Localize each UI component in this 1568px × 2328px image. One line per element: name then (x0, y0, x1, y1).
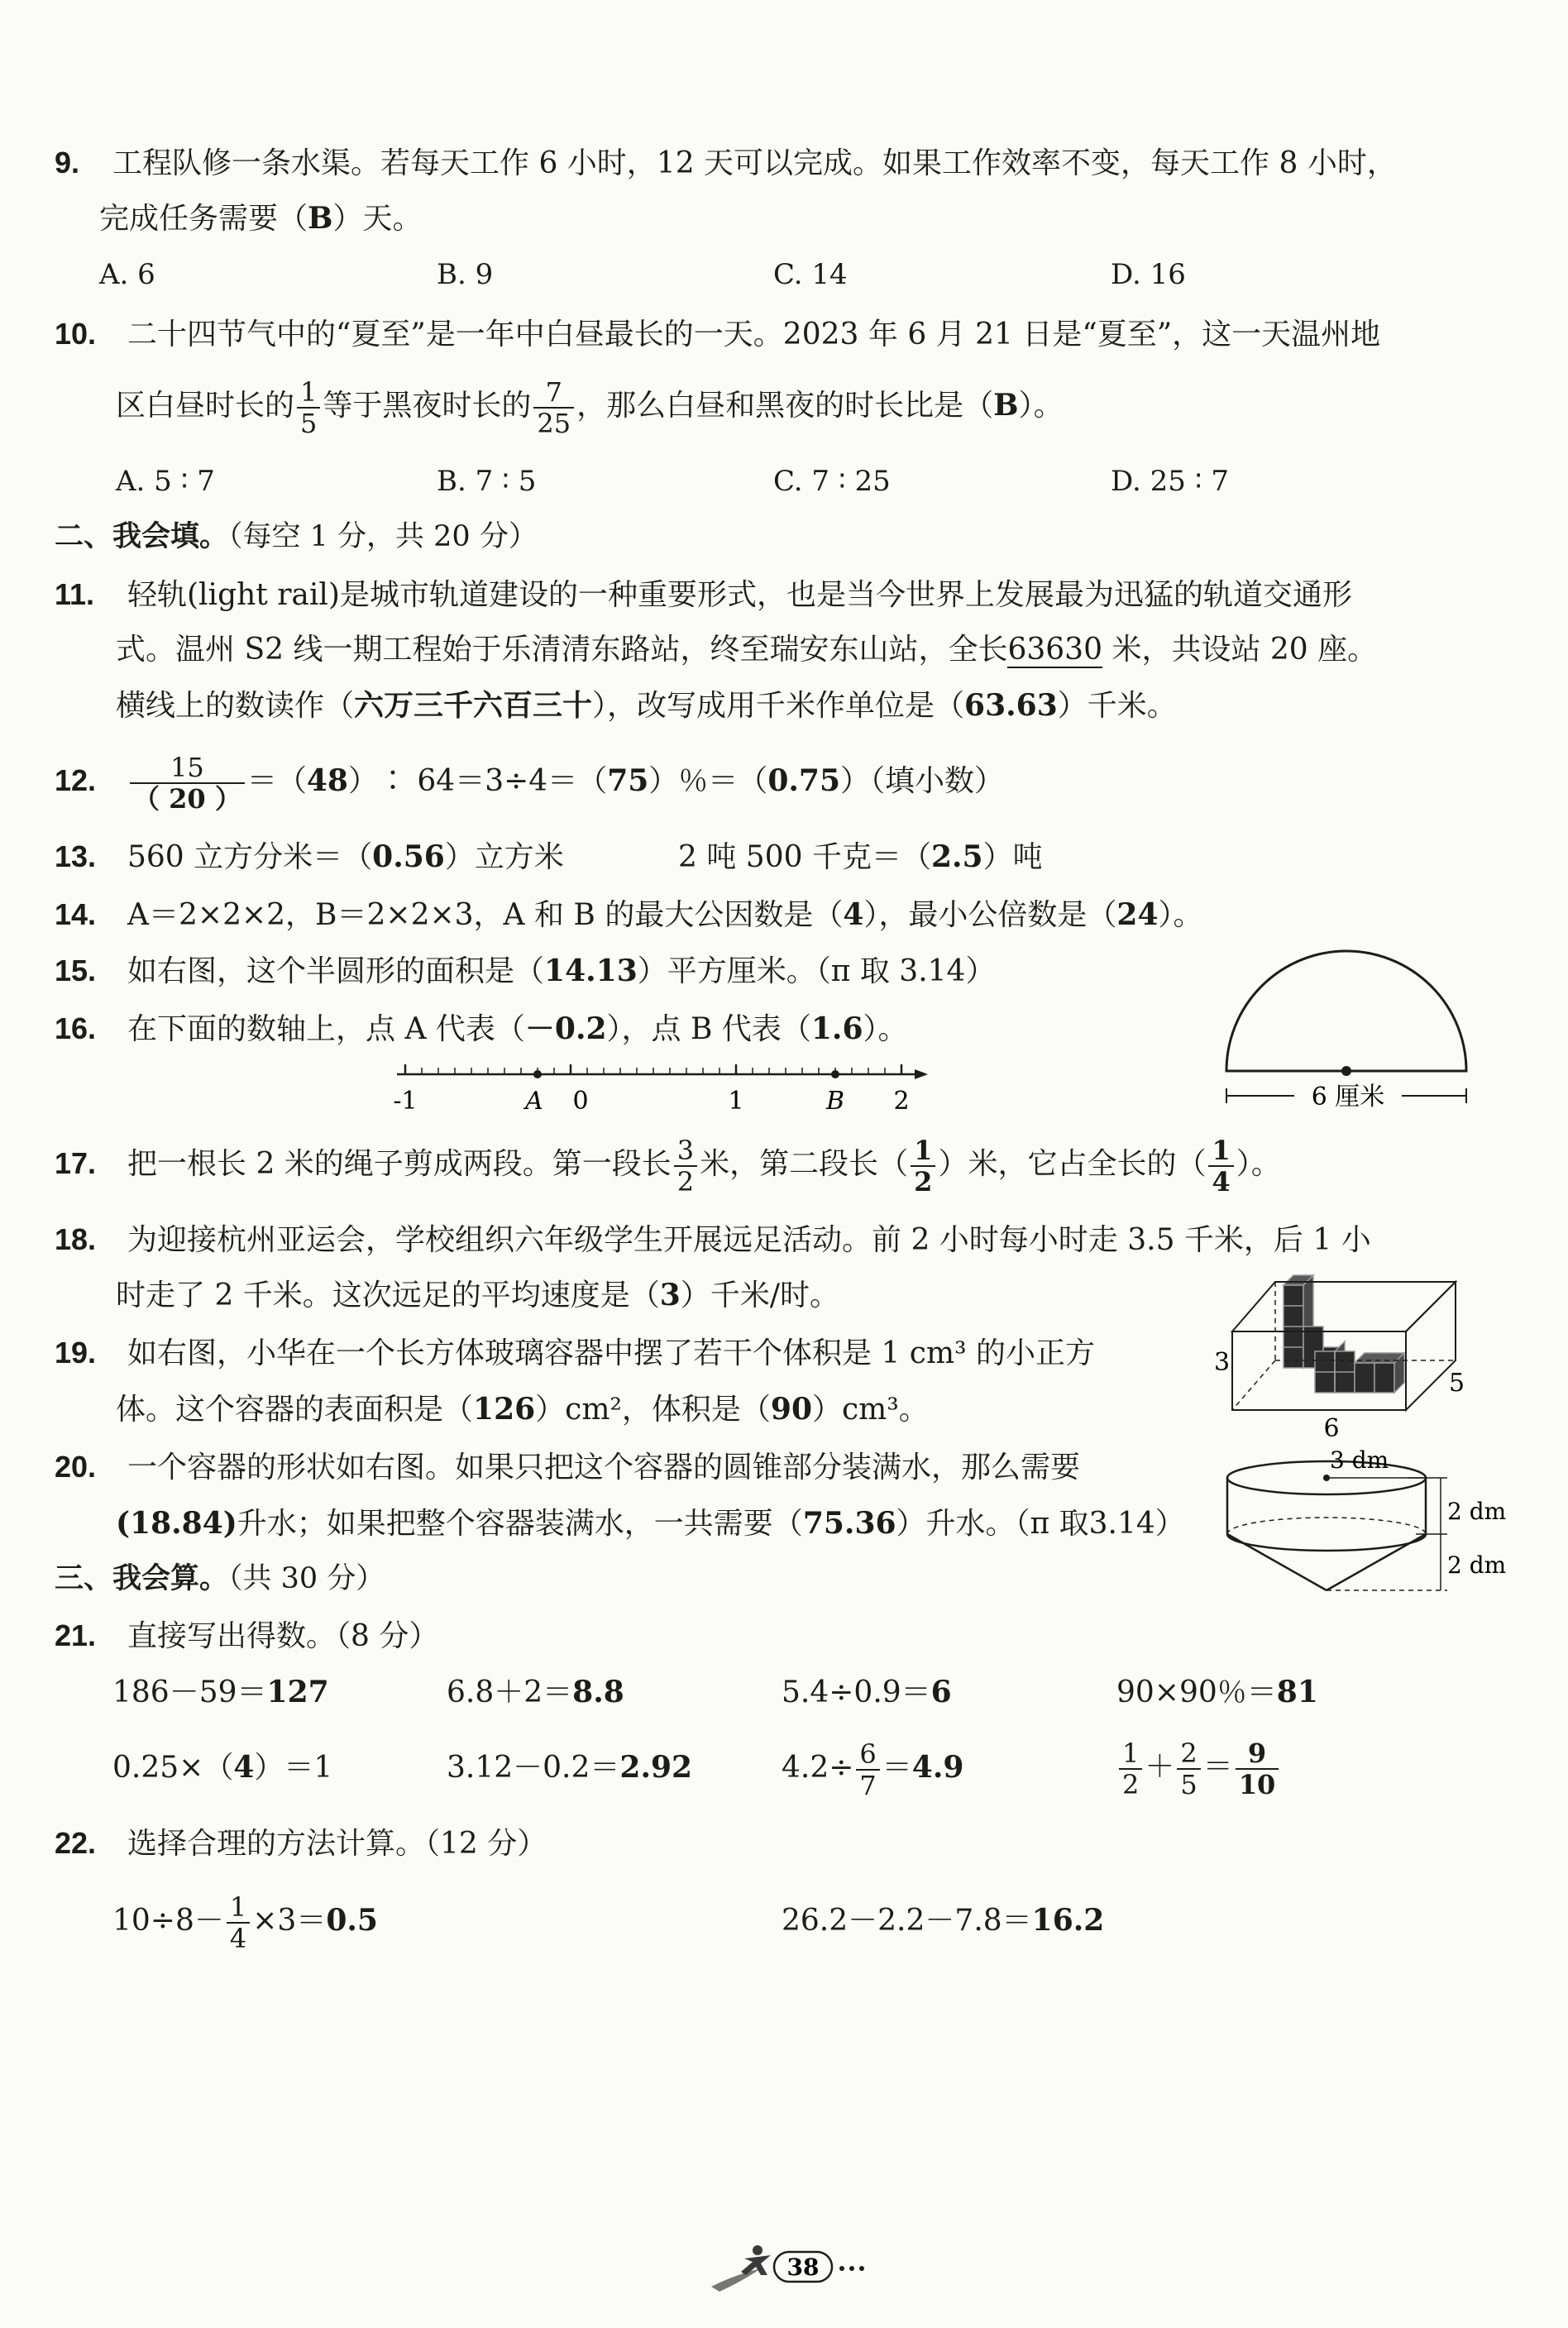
q17-number: 17. (55, 1146, 97, 1180)
expr: 5.4÷0.9＝ (782, 1675, 931, 1709)
q17-text2: 米，第二段长（ (700, 1147, 909, 1181)
frac-den: （ 20 ） (133, 783, 241, 815)
q9-line1 (55, 143, 1397, 184)
q20-number: 20. (55, 1450, 97, 1484)
q19-number: 19. (55, 1336, 97, 1370)
q16-line (55, 1009, 908, 1049)
expr: 26.2－2.2－7.8＝ (782, 1904, 1032, 1938)
cuboid-height-label: 3 (1214, 1348, 1231, 1377)
frac-num: 6 (856, 1739, 879, 1771)
axis-label-2: 2 (893, 1087, 910, 1116)
frac-num: 9 (1236, 1738, 1279, 1770)
number-line (389, 1054, 935, 1116)
expr: 10÷8－ (112, 1904, 224, 1938)
axis-label-0: 0 (572, 1087, 589, 1116)
q21-title: 直接写出得数。（8 分） (127, 1619, 439, 1653)
q21-answer-fraction (1236, 1738, 1279, 1800)
q12-answer-1: 48 (306, 763, 348, 798)
cone-height-label: 2 dm (1447, 1551, 1507, 1579)
frac-num: 1 (1208, 1135, 1233, 1167)
top-center-dot (1323, 1475, 1330, 1481)
section-2-title: 二、我会填。 (55, 520, 229, 553)
q15-number: 15. (55, 954, 97, 987)
q21-r1c1 (112, 1672, 329, 1713)
q18-text2: 时走了 2 千米。这次远足的平均速度是（ (116, 1279, 660, 1312)
q22-answer-2: 16.2 (1031, 1903, 1105, 1938)
expr: ＋ (1145, 1750, 1175, 1784)
q18-line1 (55, 1220, 1371, 1260)
axis-label-minus-1: -1 (393, 1087, 418, 1116)
q21-answer: 2.92 (619, 1750, 693, 1785)
q11-text1: 轻轨(light rail)是城市轨道建设的一种重要形式，也是当今世界上发展最为迅猛的轨道交通形 (127, 578, 1352, 612)
axis-label-1: 1 (728, 1087, 744, 1116)
page-number: 38 (786, 2254, 820, 2281)
point-a-dot (533, 1070, 542, 1078)
section-3-heading (55, 1559, 385, 1599)
cuboid-width-label: 5 (1449, 1369, 1465, 1398)
q9-option-b: B. 9 (437, 258, 494, 291)
q12-text1: ＝（ (246, 764, 307, 798)
q11-answer-reading: 六万三千六百三十 (354, 688, 593, 723)
q21-answer: 127 (266, 1675, 329, 1709)
frac-num: 1 (911, 1135, 935, 1167)
q12-number: 12. (55, 763, 97, 797)
cylinder-bottom-hidden-arc (1227, 1518, 1426, 1534)
q21-r2c4 (1116, 1733, 1281, 1802)
q16-text3: ）。 (863, 1012, 908, 1046)
section-2-subtitle: （每空 1 分，共 20 分） (228, 520, 538, 553)
q13-answer-2: 2.5 (930, 839, 983, 874)
q20-text3: ）升水。（π 取3.14） (896, 1507, 1185, 1541)
semicircle-figure (1216, 951, 1480, 1116)
q20-line2 (116, 1503, 1185, 1544)
q12-answer-3: 0.75 (767, 763, 840, 798)
q14-text3: ）。 (1158, 898, 1203, 932)
q20-answer-total: 75.36 (802, 1506, 896, 1541)
q22-number: 22. (55, 1826, 97, 1860)
q18-number: 18. (55, 1222, 97, 1256)
expr: 0.25×（ (112, 1751, 234, 1785)
q18-line2 (116, 1275, 839, 1316)
cylinder-cone-figure (1224, 1443, 1507, 1600)
cube-front-4 (1374, 1363, 1394, 1393)
q16-answer-a: －0.2 (524, 1011, 607, 1046)
q21-r1c4 (1116, 1672, 1318, 1713)
q9-answer: B (308, 201, 333, 236)
q10-answer: B (993, 388, 1019, 423)
cone-left-edge (1227, 1534, 1327, 1590)
fraction-1-4 (227, 1892, 250, 1953)
q12-answer-2: 75 (607, 763, 649, 798)
q11-underlined-number: 63630 (1007, 633, 1102, 667)
q9-text2: 完成任务需要（ (99, 202, 308, 236)
q21-number: 21. (55, 1618, 97, 1652)
frac-den: 2 (914, 1166, 933, 1197)
q15-answer: 14.13 (544, 954, 638, 988)
q14-text1: A＝2×2×2，B＝2×2×3，A 和 B 的最大公因数是（ (127, 898, 844, 932)
fraction-1-2 (1119, 1738, 1142, 1800)
cuboid-top-face (1232, 1282, 1456, 1331)
q11-number: 11. (55, 577, 95, 611)
q19-line2 (116, 1389, 929, 1430)
q9-number: 9. (55, 146, 80, 179)
page-footer (703, 2237, 901, 2303)
point-b-dot (831, 1070, 839, 1078)
q14-text2: ），最小公倍数是（ (863, 898, 1117, 932)
frac-den: 2 (1122, 1769, 1140, 1800)
point-a-label: A (525, 1087, 543, 1116)
q11-line3 (116, 686, 1177, 726)
q10-line1 (55, 314, 1380, 355)
q9-option-c: C. 14 (773, 258, 848, 291)
radius-label: 3 dm (1330, 1446, 1389, 1474)
semicircle-diameter-label: 6 厘米 (1311, 1083, 1385, 1111)
cone-right-edge (1327, 1534, 1426, 1590)
q21-answer: 4 (233, 1750, 255, 1785)
q9-line2 (99, 198, 422, 239)
q21-heading (55, 1616, 438, 1656)
q10-number: 10. (55, 317, 97, 351)
q19-text1: 如右图，小华在一个长方体玻璃容器中摆了若干个体积是 1 cm³ 的小正方 (127, 1336, 1095, 1370)
q17-text1: 把一根长 2 米的绳子剪成两段。第一段长 (127, 1147, 672, 1181)
cylinder-bottom-arc (1227, 1534, 1426, 1551)
q10-line2 (116, 370, 1064, 441)
q9-text1: 工程队修一条水渠。若每天工作 6 小时，12 天可以完成。如果工作效率不变，每天工作 8 小时， (112, 146, 1397, 180)
frac-num: 7 (533, 377, 574, 409)
q19-text4: ）cm³。 (812, 1393, 929, 1427)
expr: 4.2÷ (782, 1751, 854, 1785)
q17-text3: ）米，它占全长的（ (938, 1147, 1207, 1181)
q16-text1: 在下面的数轴上，点 A 代表（ (127, 1012, 525, 1046)
q10-option-d: D. 25 ∶ 7 (1111, 465, 1230, 498)
q11-text5: ），改写成用千米作单位是（ (592, 689, 965, 723)
q11-text2: 式。温州 S2 线一期工程始于乐清清东路站，终至瑞安东山站，全长 (116, 633, 1008, 667)
q20-answer-cone: (18.84) (116, 1506, 237, 1541)
frac-num: 1 (297, 377, 320, 409)
q18-text3: ）千米/时。 (680, 1279, 839, 1312)
point-b-label: B (825, 1087, 845, 1116)
q10-text3: 等于黑夜时长的 (323, 389, 532, 423)
section-3-title: 三、我会算。 (55, 1562, 229, 1595)
q17-line (55, 1129, 1281, 1199)
q13-number: 13. (55, 839, 97, 873)
fraction-6-7 (856, 1739, 879, 1800)
hidden-edge-depth (1232, 1360, 1275, 1410)
q15-text2: ）平方厘米。（π 取 3.14） (637, 954, 996, 988)
q14-line (55, 895, 1203, 935)
q10-text4: ，那么白昼和黑夜的时长比是（ (576, 389, 994, 423)
q21-r2c3 (782, 1733, 963, 1803)
q16-text2: ），点 B 代表（ (606, 1012, 811, 1046)
q19-line1 (55, 1333, 1095, 1374)
expr: 186－59＝ (112, 1675, 267, 1709)
expr: ＝ (1202, 1750, 1233, 1784)
q11-text4: 横线上的数读作（ (116, 689, 355, 723)
q11-text6: ）千米。 (1057, 689, 1177, 723)
cube-front-3 (1355, 1363, 1374, 1393)
expr: 3.12－0.2＝ (447, 1751, 620, 1785)
q22-expr2 (782, 1886, 1104, 1956)
q15-line (55, 951, 995, 992)
q10-text2: 区白昼时长的 (116, 389, 295, 423)
q21-r2c2 (447, 1733, 692, 1803)
q16-answer-b: 1.6 (810, 1011, 863, 1046)
cylinder-height-label: 2 dm (1447, 1498, 1507, 1525)
q20-text2: 升水；如果把整个容器装满水，一共需要（ (237, 1507, 803, 1541)
q19-answer-volume: 90 (770, 1392, 813, 1427)
frac-num: 1 (1119, 1738, 1142, 1770)
q11-text3: 米，共设站 20 座。 (1102, 633, 1378, 667)
q22-answer-1: 0.5 (326, 1903, 378, 1938)
frac-den: 10 (1238, 1769, 1276, 1800)
frac-den: 25 (537, 408, 571, 439)
q17-answer-1 (911, 1135, 935, 1197)
frac-den: 4 (229, 1923, 247, 1954)
frac-den: 2 (676, 1166, 695, 1197)
q10-text5: ）。 (1018, 389, 1064, 423)
q20-text1: 一个容器的形状如右图。如果只把这个容器的圆锥部分装满水，那么需要 (127, 1451, 1081, 1484)
q19-answer-area: 126 (473, 1392, 536, 1427)
q11-line1 (55, 575, 1352, 615)
q9-text3: ）天。 (332, 202, 423, 236)
cuboid-side-face (1406, 1282, 1456, 1410)
q14-answer-2: 24 (1116, 897, 1159, 932)
q18-text1: 为迎接杭州亚运会，学校组织六年级学生开展远足活动。前 2 小时每小时走 3.5 千米，后 1 小 (127, 1223, 1371, 1257)
q16-number: 16. (55, 1011, 97, 1045)
footer-dot (859, 2266, 864, 2271)
q14-answer-1: 4 (843, 897, 864, 932)
q13-answer-1: 0.56 (372, 839, 445, 874)
q12-text2: ）∶ 64＝3÷4＝（ (347, 764, 608, 798)
q22-heading (55, 1824, 547, 1864)
frac-den: 4 (1212, 1166, 1231, 1197)
q12-fraction (130, 753, 245, 814)
expr: ＝ (882, 1751, 912, 1785)
q18-answer: 3 (659, 1278, 681, 1312)
q21-r2c1 (112, 1733, 332, 1803)
q12-text3: ）％＝（ (648, 764, 768, 798)
q10-fraction-1-5 (297, 377, 320, 438)
q11-line2 (116, 630, 1377, 670)
q21-answer: 6 (930, 1675, 952, 1709)
q13-line-b (678, 837, 1043, 877)
q10-option-a: A. 5 ∶ 7 (116, 465, 215, 498)
expr: ×3＝ (252, 1904, 327, 1938)
semicircle-center-dot (1341, 1066, 1351, 1076)
frac-num: 1 (227, 1892, 250, 1924)
section-3-subtitle: （共 30 分） (228, 1562, 385, 1595)
q12-text4: ）（填小数） (840, 764, 1005, 798)
footer-dot (849, 2266, 854, 2271)
q21-answer: 81 (1276, 1675, 1318, 1709)
semicircle-shape (1226, 951, 1466, 1071)
q20-line1 (55, 1447, 1080, 1488)
q17-fraction-3-2 (674, 1135, 697, 1197)
expr: 90×90％＝ (1116, 1675, 1277, 1709)
footer-dot (839, 2266, 844, 2271)
section-2-heading (55, 517, 538, 557)
q13-text3: 2 吨 500 千克＝（ (678, 840, 931, 874)
q15-text1: 如右图，这个半圆形的面积是（ (127, 954, 545, 988)
q17-answer-2 (1208, 1135, 1233, 1197)
frac-den: 7 (859, 1770, 877, 1801)
frac-num: 3 (674, 1135, 697, 1167)
q21-r1c3 (782, 1672, 952, 1713)
q12-line (55, 746, 1004, 816)
fraction-2-5 (1177, 1738, 1200, 1800)
frac-num: 15 (130, 753, 245, 784)
q10-option-c: C. 7 ∶ 25 (773, 465, 891, 498)
q11-answer-km: 63.63 (964, 688, 1058, 723)
cuboid-length-label: 6 (1323, 1414, 1340, 1443)
footer-swoosh-icon (711, 2268, 761, 2292)
q10-text1: 二十四节气中的“夏至”是一年中白昼最长的一天。2023 年 6 月 21 日是“夏至”，这一天温州地 (127, 318, 1381, 351)
q21-r1c2 (447, 1672, 624, 1713)
q19-text3: ）cm²，体积是（ (535, 1393, 771, 1427)
frac-num: 2 (1177, 1738, 1200, 1770)
number-line-arrow (915, 1069, 928, 1079)
q22-title: 选择合理的方法计算。（12 分） (127, 1827, 547, 1861)
q13-text2: ）立方米 (444, 840, 564, 874)
q9-option-d: D. 16 (1111, 258, 1186, 291)
frac-den: 5 (1180, 1769, 1198, 1800)
expr: 6.8＋2＝ (447, 1675, 573, 1709)
q21-answer: 8.8 (572, 1675, 624, 1709)
q9-option-a: A. 6 (99, 258, 155, 291)
q19-text2: 体。这个容器的表面积是（ (116, 1393, 474, 1427)
q13-text4: ）吨 (982, 840, 1043, 874)
q14-number: 14. (55, 897, 97, 931)
q13-line (55, 837, 564, 877)
q22-expr1 (112, 1886, 378, 1956)
q21-answer: 4.9 (911, 1750, 964, 1785)
q10-option-b: B. 7 ∶ 5 (437, 465, 537, 498)
q13-text1: 560 立方分米＝（ (127, 840, 373, 874)
q17-text4: ）。 (1236, 1147, 1281, 1181)
expr: ）＝1 (254, 1751, 333, 1785)
stacked-cubes (1284, 1275, 1404, 1393)
frac-den: 5 (300, 408, 318, 439)
q10-fraction-7-25 (533, 377, 574, 438)
cuboid-container-figure (1207, 1265, 1480, 1443)
